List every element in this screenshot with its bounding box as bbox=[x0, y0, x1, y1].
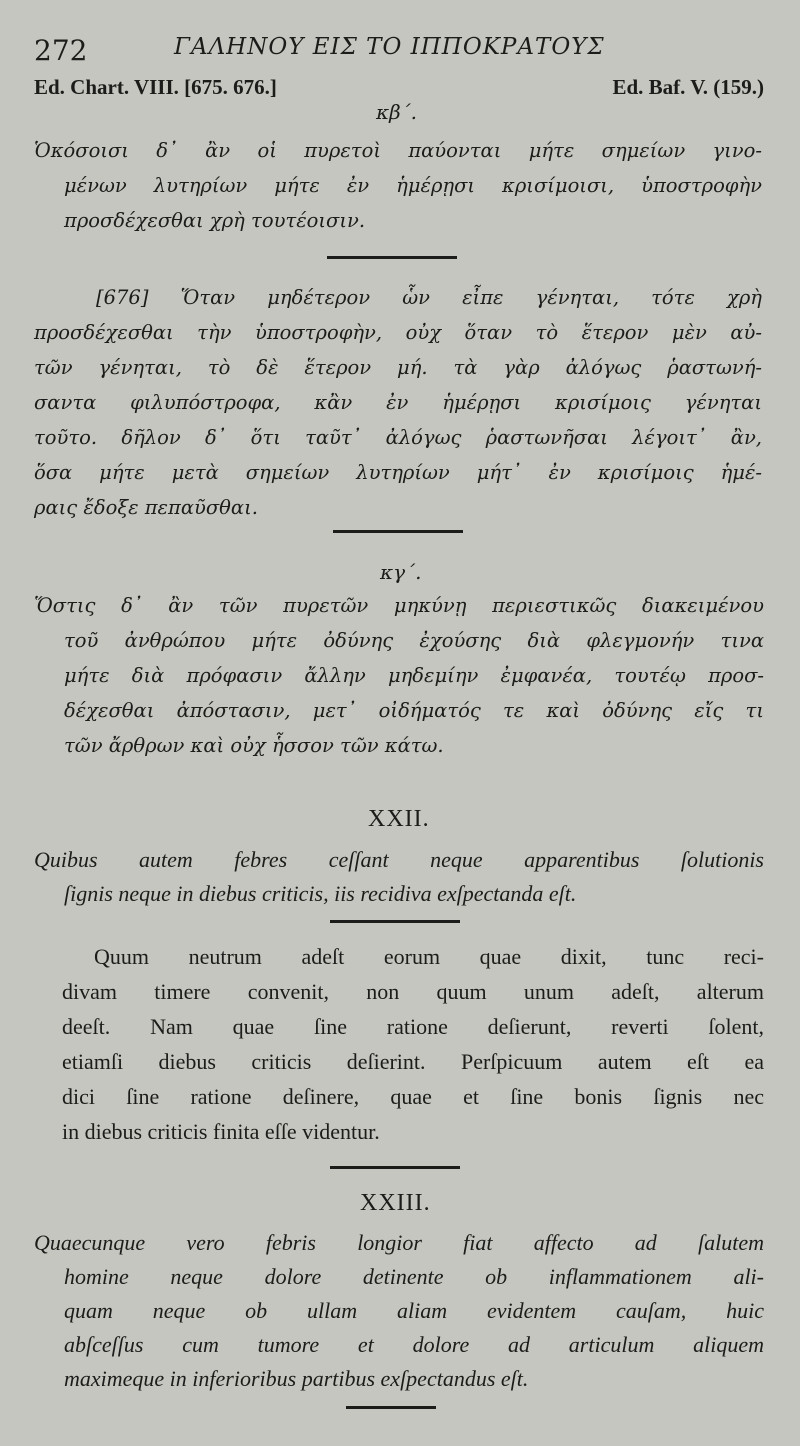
latin-commentary-xxii bbox=[62, 939, 764, 1149]
commentary-line: [676] Ὅταν μηδέτερον ὧν εἶπε γένηται, τότε χρὴ bbox=[96, 286, 762, 309]
aphorism-line: ſignis neque in diebus criticis, iis recidiva exſpectanda eſt. bbox=[64, 881, 577, 906]
aphorism-line: abſceſſus cum tumore et dolore ad articulum aliquem bbox=[64, 1332, 764, 1357]
greek-aphorism-kg bbox=[34, 588, 764, 763]
commentary-line: deeſt. Nam quae ſine ratione deſierunt, reverti ſolent, bbox=[62, 1014, 764, 1039]
aphorism-line: τῶν ἄρθρων καὶ οὐχ ἧσσον τῶν κάτω. bbox=[64, 734, 444, 757]
greek-aphorism-kb bbox=[34, 133, 762, 238]
section-number-xxiii: XXIII. bbox=[360, 1190, 431, 1216]
aphorism-line: Quaecunque vero febris longior fiat affecto ad ſalutem bbox=[34, 1230, 764, 1255]
aphorism-line: δέχεσθαι ἀπόστασιν, μετ᾽ οἰδήματός τε καὶ ὀδύνης εἴς τι bbox=[64, 699, 764, 722]
edition-chartier: Ed. Chart. VIII. [675. 676.] bbox=[34, 75, 277, 99]
aphorism-line: προσδέχεσθαι χρὴ τουτέοισιν. bbox=[64, 209, 366, 232]
divider bbox=[330, 920, 460, 923]
aphorism-line: maximeque in inferioribus partibus exſpectandus eſt. bbox=[64, 1366, 529, 1391]
commentary-line: divam timere convenit, non quum unum adeſt, alterum bbox=[62, 979, 764, 1004]
page-header bbox=[34, 34, 774, 68]
commentary-line: τῶν γένηται, τὸ δὲ ἕτερον μή. τὰ γὰρ ἀλόγως ῥαστωνή- bbox=[34, 356, 762, 379]
section-number-xxii: XXII. bbox=[368, 806, 430, 832]
aphorism-line: μένων λυτηρίων μήτε ἐν ἡμέρῃσι κρισίμοισι, ὑποστροφὴν bbox=[64, 174, 762, 197]
divider bbox=[330, 1166, 460, 1169]
divider bbox=[333, 530, 463, 533]
commentary-line: etiamſi diebus criticis deſierint. Perſpicuum autem eſt ea bbox=[62, 1049, 764, 1074]
aphorism-line: Ὁκόσοισι δ᾽ ἂν οἱ πυρετοὶ παύονται μήτε σημείων γινο- bbox=[34, 139, 762, 162]
commentary-line: σαντα φιλυπόστροφα, κἂν ἐν ἡμέρῃσι κρισίμοις γένηται bbox=[34, 391, 762, 414]
commentary-line: in diebus criticis finita eſſe videntur. bbox=[62, 1119, 380, 1144]
page-number: 272 bbox=[34, 34, 88, 67]
commentary-line: προσδέχεσθαι τὴν ὑποστροφὴν, οὐχ ὅταν τὸ ἕτερον μὲν αὐ- bbox=[34, 321, 762, 344]
aphorism-line: homine neque dolore detinente ob inflammationem ali- bbox=[64, 1264, 764, 1289]
latin-aphorism-xxii bbox=[34, 843, 764, 911]
edition-basel: Ed. Baf. V. (159.) bbox=[612, 75, 764, 99]
greek-commentary-kb bbox=[34, 280, 762, 525]
divider bbox=[346, 1406, 436, 1409]
aphorism-line: μήτε διὰ πρόφασιν ἄλλην μηδεμίην ἐμφανέα, τουτέῳ προσ- bbox=[64, 664, 764, 687]
commentary-line: ραις ἔδοξε πεπαῦσθαι. bbox=[34, 496, 258, 519]
running-title: ΓΑΛΗΝΟΥ ΕΙΣ ΤΟ ΙΠΠΟΚΡΑΤΟΥΣ bbox=[174, 34, 605, 60]
section-number-kb: κβ΄. bbox=[376, 100, 418, 124]
latin-aphorism-xxiii bbox=[34, 1226, 764, 1396]
section-number-kg: κγ΄. bbox=[380, 560, 422, 584]
divider bbox=[327, 256, 457, 259]
commentary-line: ὅσα μήτε μετὰ σημείων λυτηρίων μήτ᾽ ἐν κρισίμοις ἡμέ- bbox=[34, 461, 762, 484]
aphorism-line: τοῦ ἀνθρώπου μήτε ὀδύνης ἐχούσης διὰ φλεγμονήν τινα bbox=[64, 629, 764, 652]
commentary-line: dici ſine ratione deſinere, quae et ſine bonis ſignis nec bbox=[62, 1084, 764, 1109]
aphorism-line: Ὅστις δ᾽ ἂν τῶν πυρετῶν μηκύνῃ περιεστικῶς διακειμένου bbox=[34, 594, 764, 617]
aphorism-line: quam neque ob ullam aliam evidentem cauſam, huic bbox=[64, 1298, 764, 1323]
aphorism-line: Quibus autem febres ceſſant neque apparentibus ſolutionis bbox=[34, 847, 764, 872]
commentary-line: τοῦτο. δῆλον δ᾽ ὅτι ταῦτ᾽ ἀλόγως ῥαστωνῆσαι λέγοιτ᾽ ἂν, bbox=[34, 426, 762, 449]
edition-references bbox=[34, 75, 764, 103]
commentary-line: Quum neutrum adeſt eorum quae dixit, tunc reci- bbox=[94, 944, 764, 969]
